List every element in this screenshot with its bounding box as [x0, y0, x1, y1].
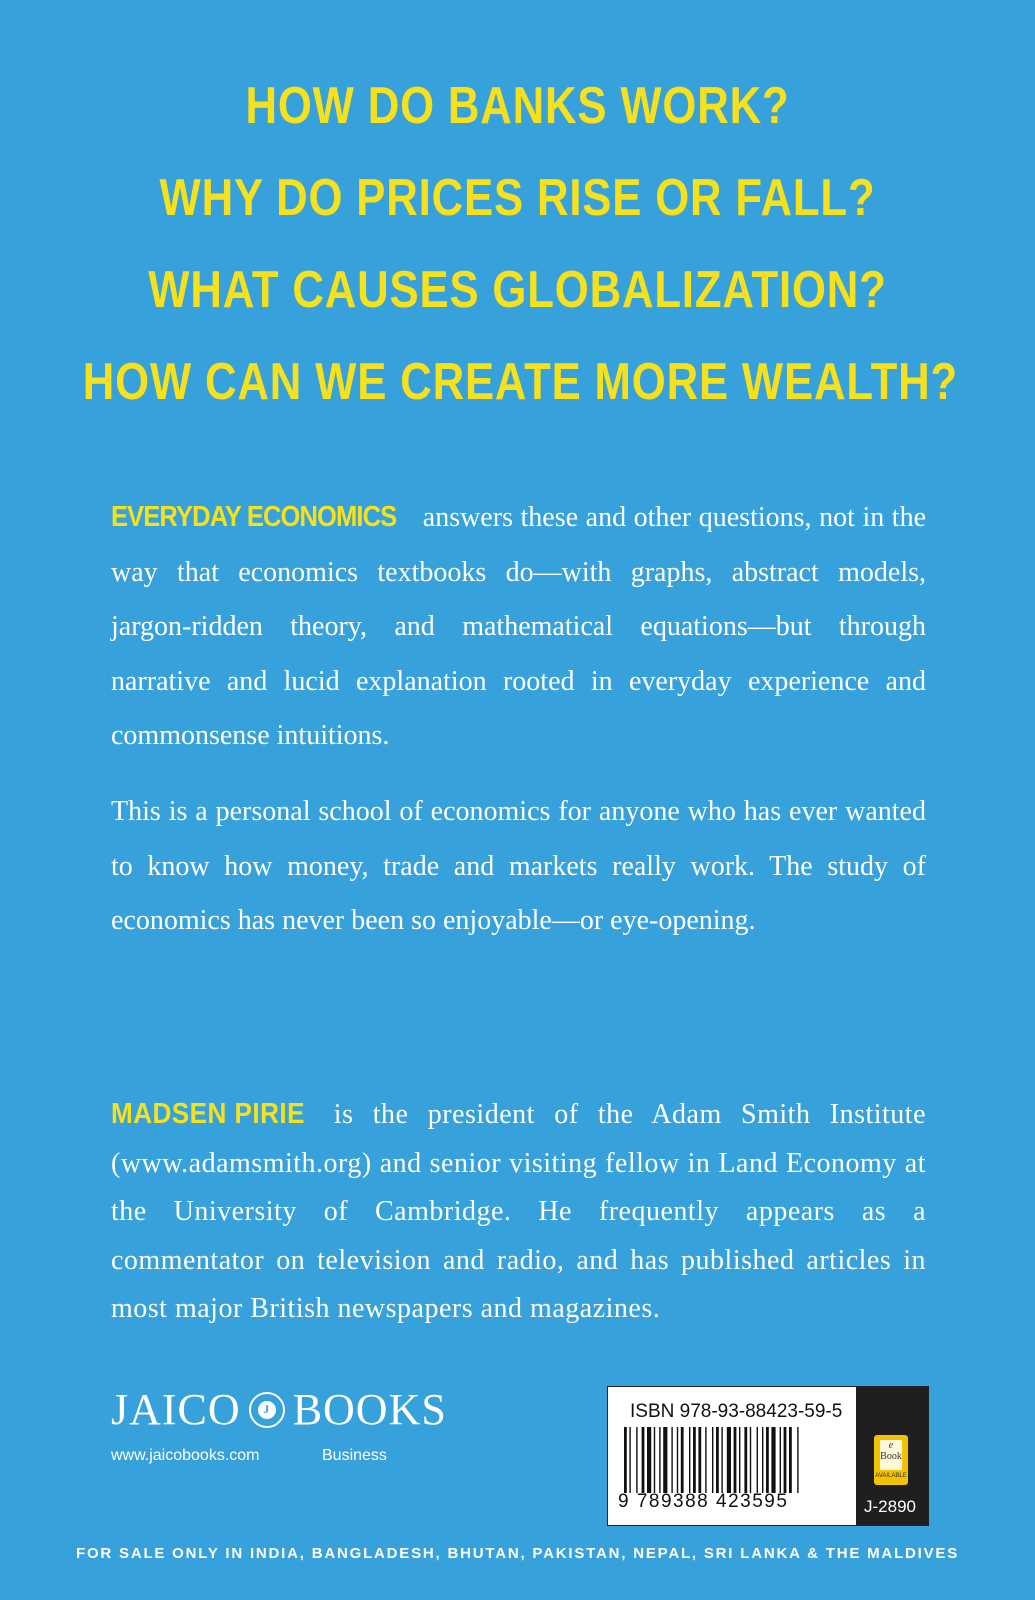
publisher-name-right: BOOKS	[292, 1385, 447, 1434]
blurb-text-1: answers these and other questions, not in the way that economics textbooks do—with graphs, abstract models, jargon-ridden theory, and mathematical equations—but through narrative and lucid explanation rooted in everyday experience and commonsense intuitions.	[111, 502, 926, 751]
blurb-paragraph-2: This is a personal school of economics for anyone who has ever wanted to know how money, trade and markets really work. The study of economics has never been so enjoyable—or eye-opening.	[111, 796, 926, 936]
ebook-available: AVAILABLE	[875, 1473, 907, 1479]
barcode-stripe	[659, 1427, 660, 1493]
publisher-url: www.jaicobooks.com	[111, 1447, 260, 1464]
barcode-stripe	[780, 1427, 781, 1493]
barcode-stripe	[629, 1427, 630, 1493]
barcode-stripe	[757, 1427, 758, 1493]
barcode-panel	[607, 1386, 929, 1526]
barcode-stripe	[734, 1427, 737, 1493]
barcode-stripe	[689, 1427, 690, 1493]
headline-banks: HOW DO BANKS WORK?	[245, 77, 790, 135]
headline-prices: WHY DO PRICES RISE OR FALL?	[159, 169, 876, 227]
barcode-stripe	[693, 1427, 696, 1493]
barcode-stripe	[762, 1427, 763, 1493]
ebook-label: Book	[880, 1451, 902, 1462]
barcode-stripe	[721, 1427, 722, 1493]
barcode-digits: 9 789388 423595	[618, 1491, 789, 1512]
ebook-e-letter: e	[888, 1440, 894, 1451]
barcode-stripe	[744, 1427, 747, 1493]
barcode-stripe	[636, 1427, 637, 1493]
barcode-stripe	[642, 1427, 645, 1493]
barcode-stripe	[647, 1427, 651, 1493]
barcode-stripe	[681, 1427, 684, 1493]
author-name: MADSEN PIRIE	[111, 1098, 305, 1130]
publisher-logo	[111, 1384, 447, 1435]
barcode-side-panel	[856, 1387, 928, 1525]
headline-wealth: HOW CAN WE CREATE MORE WEALTH?	[82, 353, 959, 411]
barcode-stripe	[705, 1427, 706, 1493]
barcode-stripe	[671, 1427, 672, 1493]
author-bio-text: is the president of the Adam Smith Institute (www.adamsmith.org) and senior visiting fellow in Land Economy at the University of Cambridge. He frequently appears as a commentator on television and radio, and has published articles in most major British newspapers and magazines.	[111, 1099, 927, 1324]
barcode-stripe	[727, 1427, 731, 1493]
barcode-stripe	[663, 1427, 667, 1493]
barcode-stripe	[624, 1427, 627, 1493]
barcode-stripe	[771, 1427, 775, 1493]
ebook-icon	[874, 1435, 908, 1485]
book-title-lead: EVERYDAY ECONOMICS	[111, 501, 397, 533]
barcode-stripe	[750, 1427, 751, 1493]
barcode-stripe	[698, 1427, 701, 1493]
barcode-stripe	[766, 1427, 769, 1493]
author-bio	[111, 1090, 926, 1334]
barcode-bars	[624, 1427, 844, 1493]
isbn-text: ISBN 978-93-88423-59-5	[630, 1401, 843, 1422]
blurb-paragraph-1	[111, 490, 926, 764]
barcode-stripe	[654, 1427, 655, 1493]
publisher-name-left: JAICO	[111, 1385, 241, 1434]
publisher-seal-letter: J	[258, 1401, 276, 1419]
barcode-stripe	[716, 1427, 719, 1493]
barcode-stripe	[784, 1427, 787, 1493]
sales-territory-footer: FOR SALE ONLY IN INDIA, BANGLADESH, BHUTAN, PAKISTAN, NEPAL, SRI LANKA & THE MALDIVES	[75, 1545, 960, 1562]
publisher-info	[111, 1447, 387, 1465]
barcode-stripe	[677, 1427, 678, 1493]
barcode-stripe	[739, 1427, 740, 1493]
book-category: Business	[322, 1447, 387, 1464]
barcode-stripe	[712, 1427, 713, 1493]
headline-globalization: WHAT CAUSES GLOBALIZATION?	[148, 261, 887, 319]
catalog-code: J-2890	[864, 1497, 916, 1516]
cover-headlines	[0, 60, 1035, 428]
barcode-stripe	[797, 1427, 798, 1493]
ebook-page	[880, 1440, 902, 1470]
barcode-stripe	[789, 1427, 792, 1493]
publisher-seal-icon	[249, 1392, 285, 1428]
